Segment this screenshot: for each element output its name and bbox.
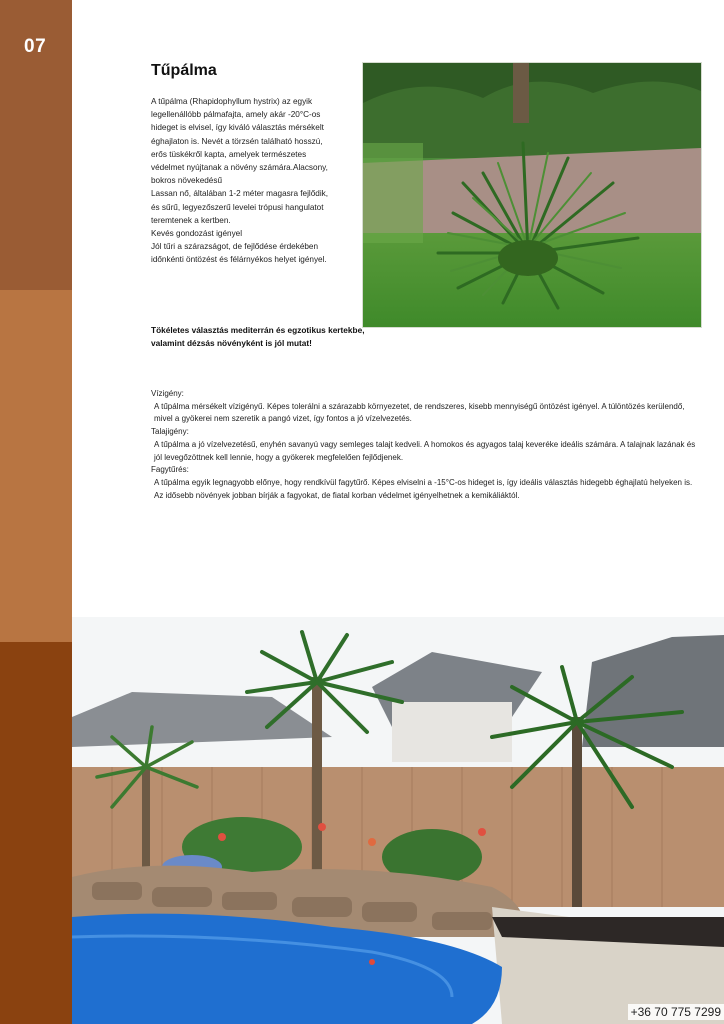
section-heading-frost: Fagytűrés: [151,465,189,475]
intro-paragraph: A tűpálma (Rhapidophyllum hystrix) az egyik legellenállóbb pálmafajta, amely akár -20°C-os hideget is elvisel, így kiváló választás mérsékelt éghajlaton is. Nevét a törzsén található hosszú, erős tüskékről kapta, amelyek természetes védelmet nyújtanak a növény számára.Alacsony, bokros növekedésű [151,97,328,186]
phone-number: +36 70 775 7299 [628,1004,724,1020]
section-heading-soil: Talajigény: [151,427,189,437]
side-bar-middle-block [0,290,72,642]
backyard-pool-photo [72,617,724,1024]
section-text-frost: A tűpálma egyik legnagyobb előnye, hogy rendkívül fagytűrő. Képes elviselni a -15°C-os hideget is, így ideális választás hidegebb éghajlatú helyeken is. Az idősebb növények jobban bírják a fagyokat, de fiatal korban védelmet igényelhetnek a kemikáliáktól. [154,477,693,500]
section-text-water: A tűpálma mérsékelt vízigényű. Képes tolerálni a szárazabb környezetet, de rendszeres, kisebb mennyiségű öntözést igényel. A túlöntözés kerülendő, mivel a gyökerei nem szeretik a pangó vizet, így fontos a jó vízelvezetés. [154,401,685,424]
section-heading-water: Vízigény: [151,389,184,398]
side-bar-bottom-block [0,642,72,1024]
palm-shrub-photo [362,62,702,328]
page-number: 07 [24,36,47,57]
intro-paragraph: Lassan nő, általában 1-2 méter magasra fejlődik, és sűrű, legyezőszerű levelei trópusi hangulatot teremtenek a kertben. [151,189,329,225]
side-color-bar [0,0,72,1024]
page-title: Tűpálma [151,62,217,79]
intro-paragraph: Jól tűri a szárazságot, de fejlődése érdekében időnkénti öntözést és félárnyékos helyet igényel. [151,242,327,265]
highlight-statement: Tökéletes választás mediterrán és egzotikus kertekbe, valamint dézsás növényként is jól mutat! [151,325,365,348]
intro-text [151,95,329,267]
section-text-soil: A tűpálma a jó vízelvezetésű, enyhén savanyú vagy semleges talajt kedveli. A homokos és agyagos talaj keveréke ideális számára. A talajnak lazának és jól levegőzöttnek kell lennie, hogy a gyökerek megfelelően fejlődjenek. [154,439,696,462]
intro-paragraph: Kevés gondozást igényel [151,229,243,239]
care-details [151,388,699,502]
